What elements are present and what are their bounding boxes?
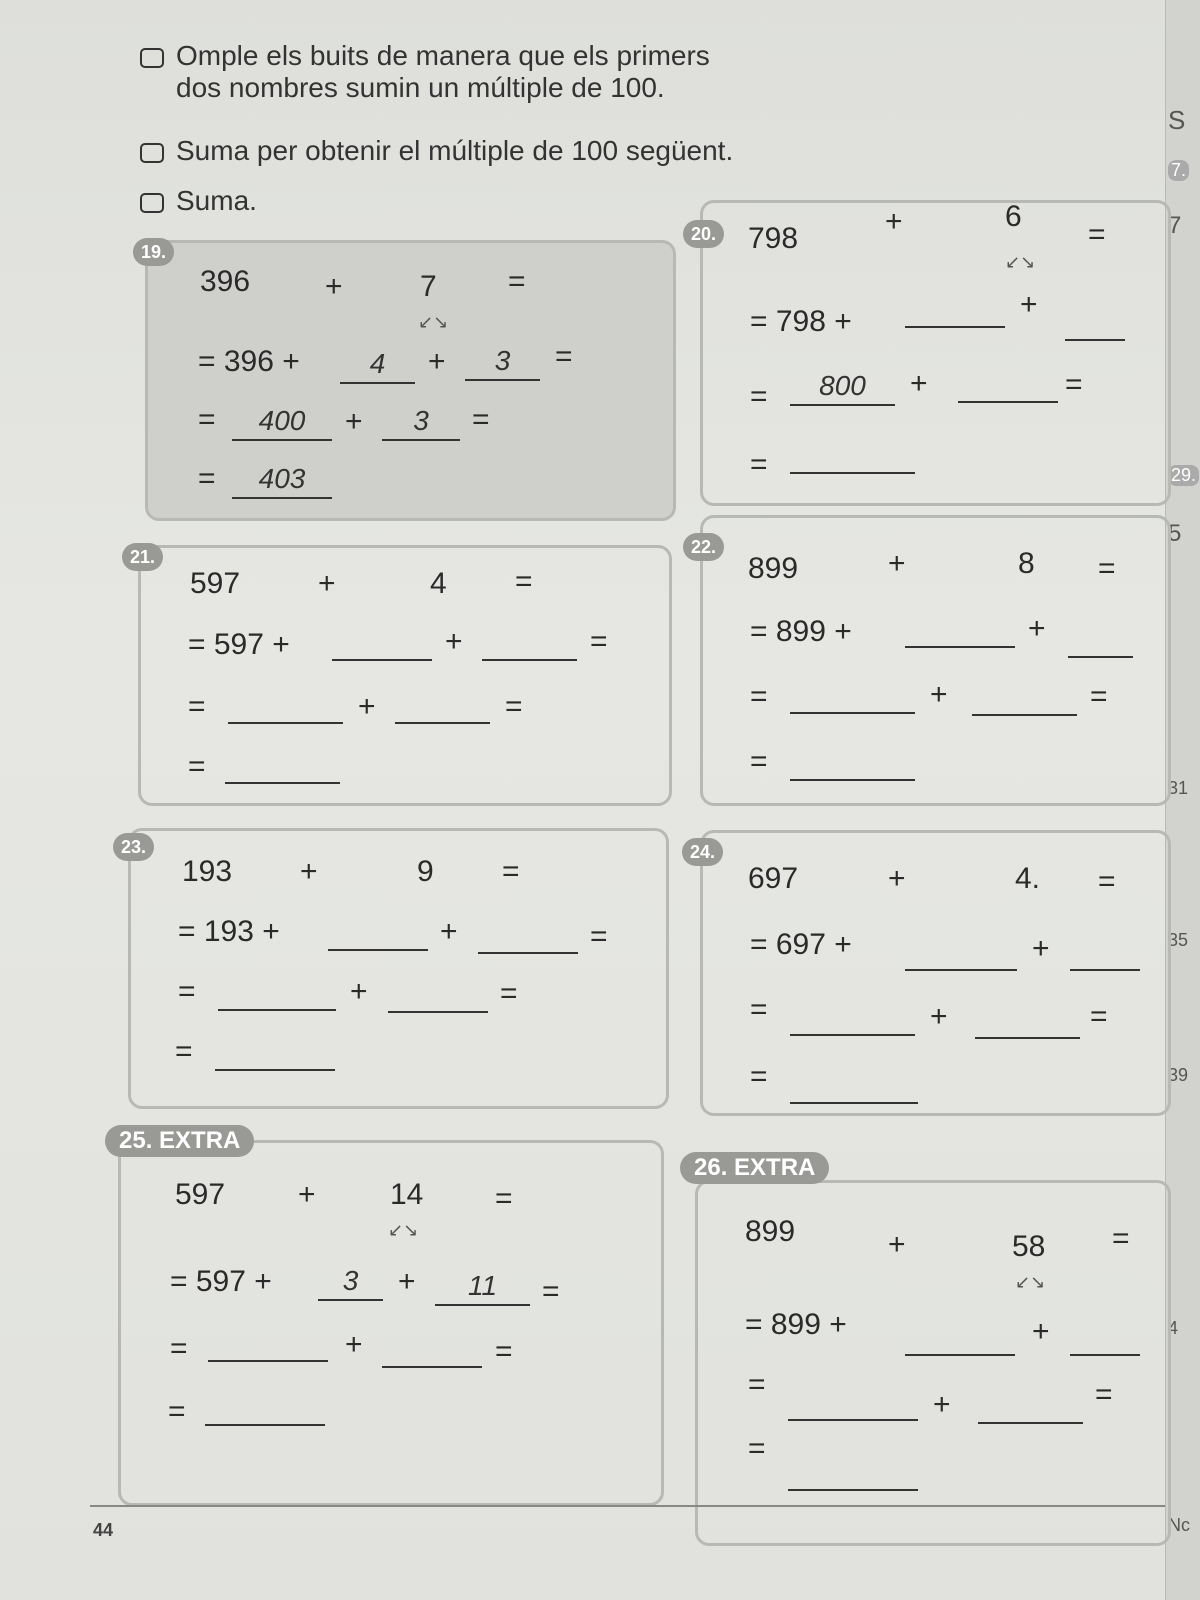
addend-b: 7	[420, 270, 437, 303]
answer-blank[interactable]	[790, 438, 915, 474]
edge-number: 7	[1168, 212, 1182, 239]
edge-number: 31	[1168, 778, 1189, 798]
answer-blank[interactable]	[382, 1332, 482, 1368]
answer-blank[interactable]	[1068, 622, 1133, 658]
answer-blank[interactable]	[1065, 305, 1125, 341]
exercise-23-number: 23.	[113, 833, 154, 861]
edge-number: 29.	[1168, 465, 1199, 486]
answer-blank[interactable]	[208, 1326, 328, 1362]
answer-blank[interactable]	[228, 688, 343, 724]
edge-number: 7.	[1168, 160, 1189, 181]
checkbox-icon	[140, 48, 164, 68]
answer-blank[interactable]	[905, 935, 1017, 971]
answer-blank[interactable]	[790, 678, 915, 714]
answer-blank[interactable]: 400	[232, 405, 332, 441]
answer-blank[interactable]	[215, 1035, 335, 1071]
instruction-1: Omple els buits de manera que els primers dos nombres sumin un múltiple de 100.	[140, 40, 710, 104]
answer-blank[interactable]: 403	[232, 463, 332, 499]
answer-blank[interactable]	[905, 292, 1005, 328]
instruction-3: Suma.	[140, 185, 257, 217]
answer-blank[interactable]	[975, 1003, 1080, 1039]
decompose-arrows-icon: ↙↘	[1005, 252, 1036, 272]
answer-blank[interactable]	[790, 745, 915, 781]
answer-blank[interactable]	[1070, 935, 1140, 971]
instruction-2: Suma per obtenir el múltiple de 100 següent.	[140, 135, 733, 167]
equals-sign: =	[508, 265, 526, 298]
edge-letter: S	[1168, 105, 1186, 135]
exercise-25-number: 25. EXTRA	[105, 1125, 254, 1157]
decompose-arrows-icon: ↙↘	[388, 1220, 419, 1240]
answer-blank[interactable]	[1070, 1320, 1140, 1356]
answer-blank[interactable]	[205, 1390, 325, 1426]
answer-blank[interactable]	[225, 748, 340, 784]
edge-number: 35	[1168, 930, 1189, 950]
answer-blank[interactable]	[388, 977, 488, 1013]
exercise-24-number: 24.	[682, 838, 723, 866]
answer-blank[interactable]	[905, 612, 1015, 648]
decompose-arrows-icon: ↙↘	[1015, 1272, 1046, 1292]
answer-blank[interactable]	[395, 688, 490, 724]
answer-blank[interactable]: 3	[382, 405, 460, 441]
exercise-19-number: 19.	[133, 238, 174, 266]
answer-blank[interactable]	[790, 1000, 915, 1036]
answer-blank[interactable]	[972, 680, 1077, 716]
answer-blank[interactable]	[790, 1068, 918, 1104]
answer-blank[interactable]	[218, 975, 336, 1011]
exercise-22-number: 22.	[683, 533, 724, 561]
answer-blank[interactable]	[478, 918, 578, 954]
answer-blank[interactable]: 11	[435, 1270, 530, 1306]
edge-number: 5	[1168, 520, 1182, 547]
edge-number: 39	[1168, 1065, 1189, 1085]
exercise-26-number: 26. EXTRA	[680, 1152, 829, 1184]
addend-a: 396	[200, 265, 251, 298]
answer-blank[interactable]	[788, 1385, 918, 1421]
answer-blank[interactable]: 3	[465, 345, 540, 381]
edge-number: Nc	[1168, 1515, 1190, 1535]
plus-sign: +	[325, 270, 343, 303]
answer-blank[interactable]	[328, 915, 428, 951]
answer-blank[interactable]	[788, 1455, 918, 1491]
answer-blank[interactable]: 4	[340, 348, 415, 384]
edge-number: 4	[1168, 1318, 1179, 1338]
exercise-20-number: 20.	[683, 220, 724, 248]
answer-blank[interactable]	[978, 1388, 1083, 1424]
answer-blank[interactable]	[332, 625, 432, 661]
answer-blank[interactable]	[958, 367, 1058, 403]
answer-blank[interactable]	[482, 625, 577, 661]
answer-blank[interactable]	[905, 1320, 1015, 1356]
answer-blank[interactable]: 3	[318, 1265, 383, 1301]
checkbox-icon	[140, 143, 164, 163]
footer-divider	[90, 1505, 1165, 1507]
answer-blank[interactable]: 800	[790, 370, 895, 406]
decompose-arrows-icon: ↙↘	[418, 312, 449, 332]
checkbox-icon	[140, 193, 164, 213]
page-number: 44	[93, 1520, 114, 1540]
exercise-21-number: 21.	[122, 543, 163, 571]
